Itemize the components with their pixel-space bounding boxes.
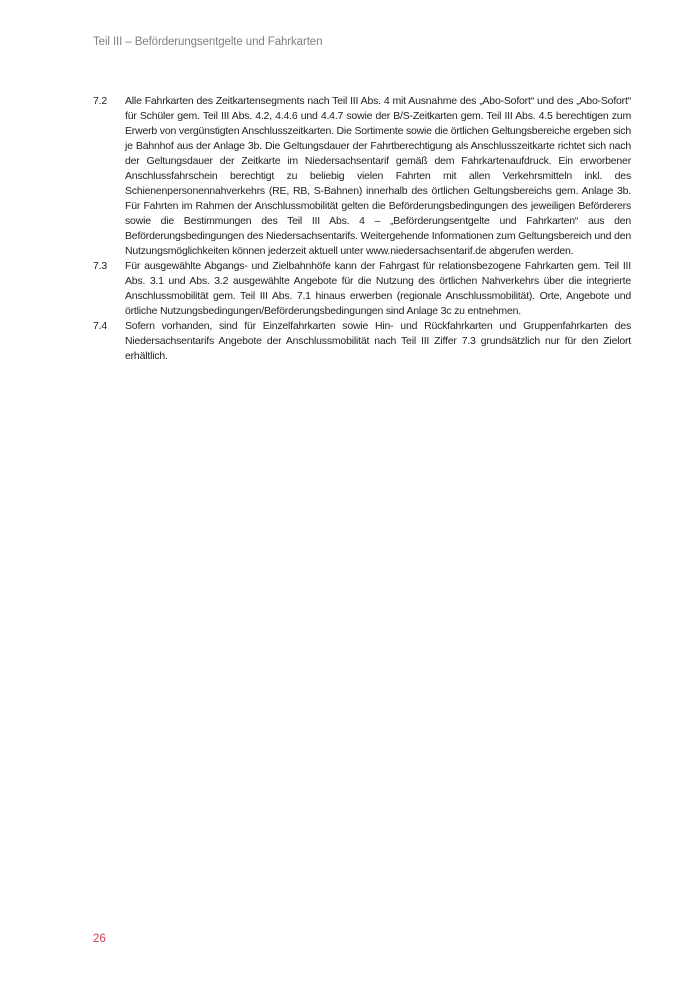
paragraph — [93, 259, 631, 319]
paragraph — [93, 319, 631, 364]
running-header: Teil III – Beförderungsentgelte und Fahrkarten — [93, 36, 323, 48]
paragraph-number: 7.4 — [93, 320, 107, 332]
page-number: 26 — [93, 933, 106, 945]
paragraph-text: Für ausgewählte Abgangs- und Zielbahnhöfe kann der Fahrgast für relationsbezogene Fahrkarten gem. Teil III Abs. 3.1 und Abs. 3.2 ausgewählte Angebote für die Nutzung des örtlichen Nahverkehrs über die integrierte Anschlussmobilität gem. Teil III Abs. 7.1 hinaus erwerben (regionale Anschlussmobilität). Orte, Angebote und örtliche Nutzungsbedingungen/Beförderungsbedingungen sind Anlage 3c zu entnehmen. — [125, 260, 631, 317]
paragraph-text: Sofern vorhanden, sind für Einzelfahrkarten sowie Hin- und Rückfahrkarten und Gruppenfahrkarten des Niedersachsentarifs Angebote der Anschlussmobilität nach Teil III Ziffer 7.3 grundsätzlich nur für den Zielort erhältlich. — [125, 320, 631, 362]
paragraph-number: 7.3 — [93, 260, 107, 272]
paragraph-text: Alle Fahrkarten des Zeitkartensegments nach Teil III Abs. 4 mit Ausnahme des „Abo-Sofort“ und des „Abo-Sofort“ für Schüler gem. Teil III Abs. 4.2, 4.4.6 und 4.4.7 sowie der B/S-Zeitkarten gem. Teil III Abs. 4.5 berechtigen zum Erwerb von vergünstigten Anschlusszeitkarten. Die Sortimente sowie die örtlichen Geltungsbereiche ergeben sich je Bahnhof aus der Anlage 3b. Die Geltungsdauer der Fahrtberechtigung als Anschlusszeitkarte richtet sich nach der Geltungsdauer der Zeitkarte im Niedersachsentarif gemäß dem Fahrkartenaufdruck. Ein erworbener Anschlussfahrschein berechtigt zu beliebig vielen Fahrten mit allen Verkehrsmitteln inkl. des Schienenpersonennahverkehrs (RE, RB, S-Bahnen) innerhalb des örtlichen Geltungsbereichs gem. Anlage 3b. Für Fahrten im Rahmen der Anschlussmobilität gelten die Beförderungsbedingungen des jeweiligen Beförderers sowie die Bestimmungen des Teil III Abs. 4 – „Beförderungsentgelte und Fahrkarten“ aus den Beförderungsbedingungen des Niedersachsentarifs. Weitergehende Informationen zum Geltungsbereich und den Nutzungsmöglichkeiten können jederzeit aktuell unter www.niedersachsentarif.de abgerufen werden. — [125, 95, 631, 257]
paragraph-number: 7.2 — [93, 95, 107, 107]
paragraph — [93, 94, 631, 259]
document-body — [93, 94, 631, 364]
